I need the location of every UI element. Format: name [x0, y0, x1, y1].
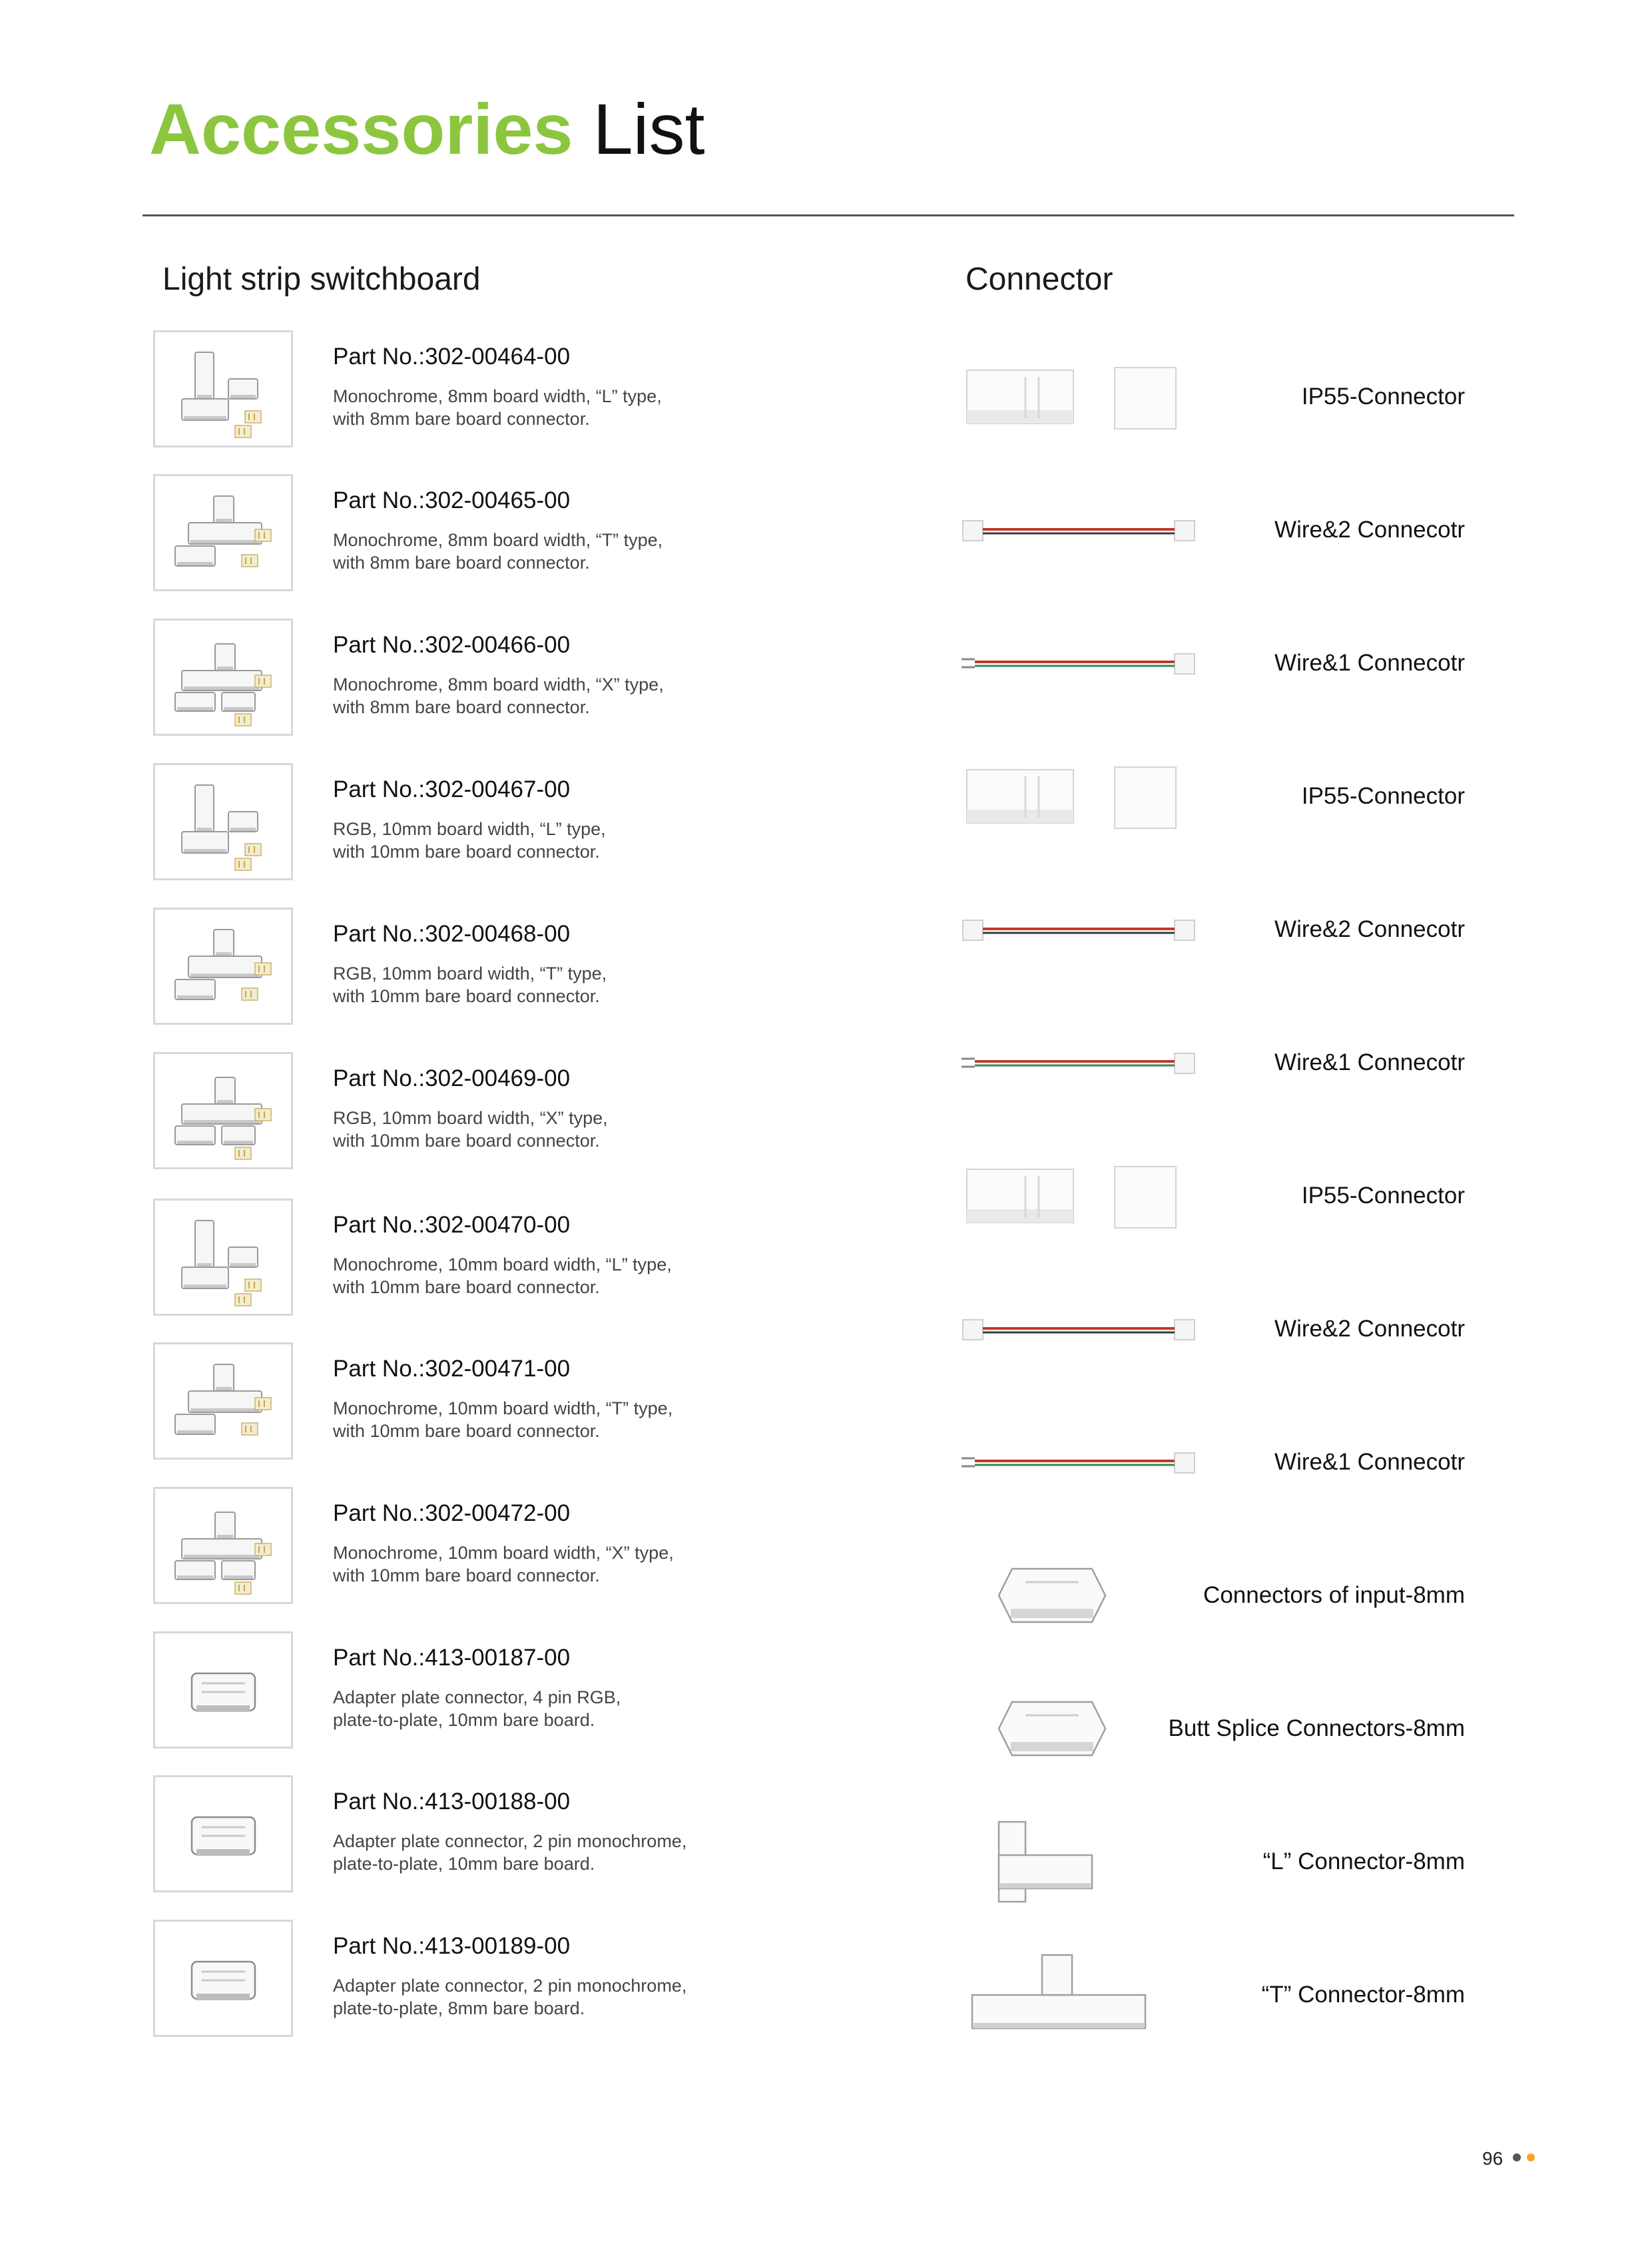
ip55-connector-icon — [959, 1143, 1199, 1249]
part-number: Part No.:413-00189-00 — [333, 1933, 571, 1959]
ip55-connector-icon — [959, 743, 1199, 850]
connector-item — [959, 1009, 1465, 1116]
part-number: Part No.:302-00466-00 — [333, 632, 571, 658]
part-description: Monochrome, 10mm board width, “L” type, with 10mm bare board connector. — [333, 1255, 672, 1297]
page-dot-orange-icon — [1527, 2153, 1535, 2161]
ip55-connector-icon — [959, 344, 1199, 450]
t-connector-icon — [153, 908, 293, 1025]
x-connector-icon — [153, 1487, 293, 1604]
connector-label: Wire&2 Connecotr — [1274, 1316, 1465, 1342]
part-number: Part No.:302-00465-00 — [333, 487, 571, 513]
connector-item — [959, 610, 1465, 716]
connector-label: Wire&1 Connecotr — [1274, 650, 1465, 676]
part-number: Part No.:413-00187-00 — [333, 1645, 571, 1671]
part-number: Part No.:302-00464-00 — [333, 344, 571, 370]
part-description: RGB, 10mm board width, “X” type, with 10mm bare board connector. — [333, 1108, 608, 1151]
switchboard-item — [153, 1199, 872, 1318]
switchboard-item — [153, 1920, 872, 2040]
switchboard-item — [153, 908, 872, 1027]
page-number: 96 — [1482, 2148, 1504, 2169]
switchboard-item — [153, 619, 872, 738]
connector-label: Butt Splice Connectors-8mm — [1168, 1715, 1465, 1741]
switchboard-item — [153, 1631, 872, 1751]
x-connector-icon — [153, 619, 293, 736]
title-highlight: Accessories — [149, 89, 573, 169]
connector-label: IP55-Connector — [1301, 1183, 1465, 1209]
connector-label: IP55-Connector — [1301, 384, 1465, 410]
t-connector-icon — [153, 1342, 293, 1460]
l-connector-icon — [153, 763, 293, 880]
connector-item — [959, 1409, 1465, 1516]
switchboard-item — [153, 1342, 872, 1462]
connector-label: Wire&2 Connecotr — [1274, 916, 1465, 942]
part-number: Part No.:302-00467-00 — [333, 776, 571, 802]
l-connector-icon — [153, 1199, 293, 1316]
right-column-heading: Connector — [965, 262, 1113, 297]
page-dot-dark-icon — [1513, 2153, 1521, 2161]
switchboard-item — [153, 1487, 872, 1607]
connector-item — [959, 477, 1465, 583]
connector-item — [959, 743, 1465, 850]
part-number: Part No.:302-00470-00 — [333, 1212, 571, 1238]
switchboard-item — [153, 330, 872, 450]
part-number: Part No.:302-00468-00 — [333, 921, 571, 947]
connector-item — [959, 1542, 1465, 1649]
butt-splice-connector-icon — [959, 1675, 1199, 1782]
connector-item — [959, 1942, 1465, 2048]
connector-label: “L” Connector-8mm — [1262, 1848, 1465, 1874]
part-number: Part No.:302-00472-00 — [333, 1500, 571, 1526]
connector-label: Connectors of input-8mm — [1203, 1582, 1465, 1608]
input-connector-icon — [959, 1542, 1199, 1649]
wire-two-connector-icon — [959, 1276, 1199, 1382]
adapter-plate-icon — [153, 1775, 293, 1892]
t-connector-icon — [959, 1942, 1199, 2048]
title-divider — [142, 214, 1514, 216]
switchboard-item — [153, 1775, 872, 1895]
switchboard-item — [153, 474, 872, 594]
part-number: Part No.:302-00469-00 — [333, 1065, 571, 1091]
adapter-plate-icon — [153, 1631, 293, 1749]
part-description: Monochrome, 8mm board width, “X” type, with 8mm bare board connector. — [333, 675, 664, 717]
wire-one-connector-icon — [959, 610, 1199, 716]
connector-label: Wire&2 Connecotr — [1274, 517, 1465, 543]
part-description: Monochrome, 8mm board width, “L” type, with 8mm bare board connector. — [333, 386, 662, 429]
part-description: Adapter plate connector, 4 pin RGB, plate-to-plate, 10mm bare board. — [333, 1687, 621, 1730]
wire-one-connector-icon — [959, 1409, 1199, 1516]
connector-label: IP55-Connector — [1301, 783, 1465, 809]
connector-item — [959, 344, 1465, 450]
part-description: Adapter plate connector, 2 pin monochrome, plate-to-plate, 8mm bare board. — [333, 1976, 687, 2018]
part-description: RGB, 10mm board width, “T” type, with 10mm bare board connector. — [333, 964, 607, 1006]
part-description: Adapter plate connector, 2 pin monochrome, plate-to-plate, 10mm bare board. — [333, 1831, 687, 1874]
connector-label: “T” Connector-8mm — [1261, 1982, 1465, 2008]
left-column-heading: Light strip switchboard — [162, 262, 481, 297]
switchboard-item — [153, 763, 872, 883]
l-connector-icon — [153, 330, 293, 447]
page-title — [149, 89, 705, 169]
connector-label: Wire&1 Connecotr — [1274, 1049, 1465, 1075]
connector-item — [959, 1143, 1465, 1249]
part-description: RGB, 10mm board width, “L” type, with 10mm bare board connector. — [333, 819, 606, 862]
wire-one-connector-icon — [959, 1009, 1199, 1116]
wire-two-connector-icon — [959, 477, 1199, 583]
l-connector-icon — [959, 1809, 1199, 1915]
title-rest: List — [593, 89, 705, 169]
t-connector-icon — [153, 474, 293, 591]
part-number: Part No.:413-00188-00 — [333, 1789, 571, 1815]
part-description: Monochrome, 10mm board width, “X” type, with 10mm bare board connector. — [333, 1543, 674, 1585]
adapter-plate-icon — [153, 1920, 293, 2037]
part-description: Monochrome, 8mm board width, “T” type, with 8mm bare board connector. — [333, 530, 663, 573]
connector-label: Wire&1 Connecotr — [1274, 1449, 1465, 1475]
part-description: Monochrome, 10mm board width, “T” type, with 10mm bare board connector. — [333, 1398, 673, 1441]
x-connector-icon — [153, 1052, 293, 1169]
connector-item — [959, 1276, 1465, 1382]
connector-item — [959, 876, 1465, 983]
connector-item — [959, 1675, 1465, 1782]
connector-item — [959, 1809, 1465, 1915]
part-number: Part No.:302-00471-00 — [333, 1356, 571, 1382]
switchboard-item — [153, 1052, 872, 1172]
wire-two-connector-icon — [959, 876, 1199, 983]
